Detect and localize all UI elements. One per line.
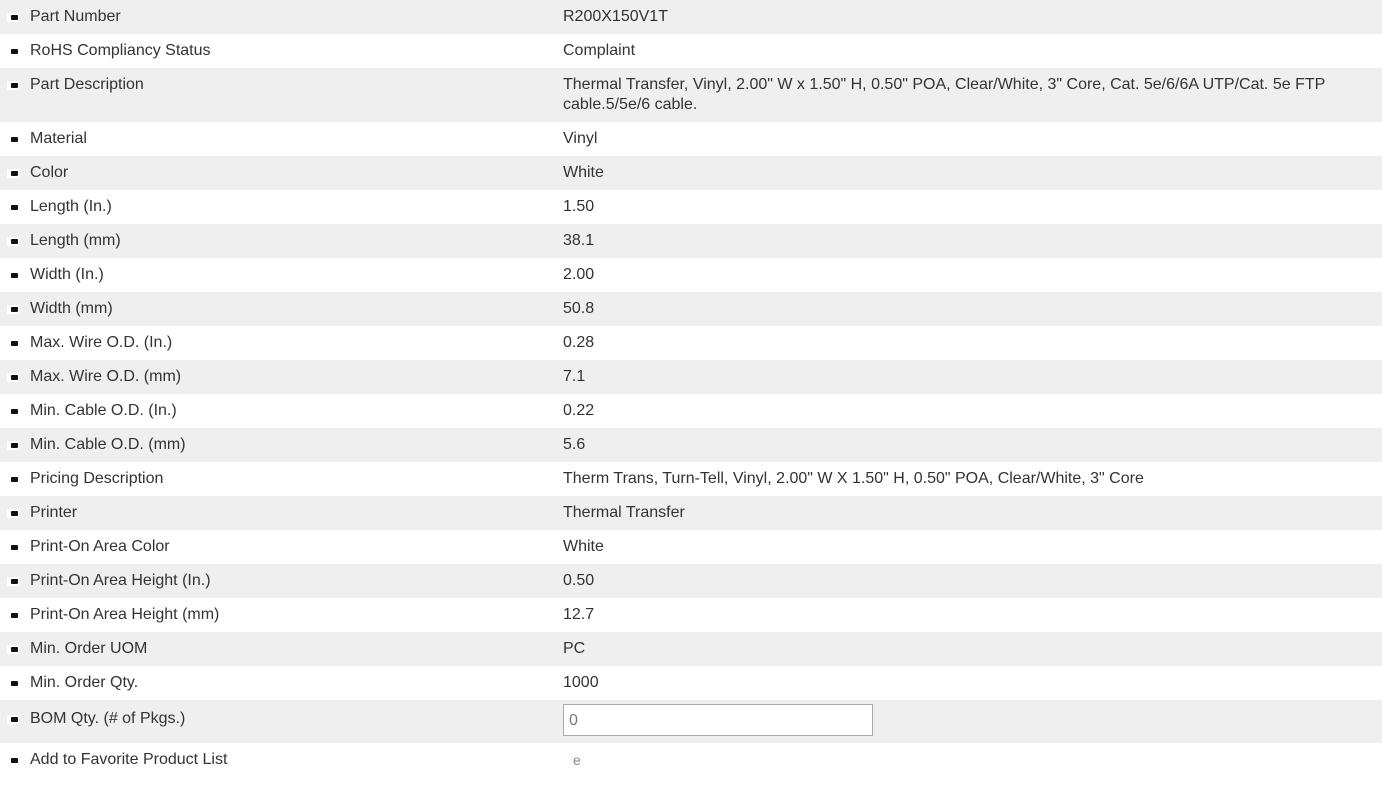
spec-row-material	[0, 122, 1382, 156]
spec-label: Part Number	[30, 8, 121, 25]
spec-row-min-order-uom	[0, 632, 1382, 666]
spec-value: Therm Trans, Turn-Tell, Vinyl, 2.00" W X 1.50" H, 0.50" POA, Clear/White, 3" Core	[563, 462, 1382, 496]
spec-value: White	[563, 530, 1382, 564]
spec-value: Thermal Transfer	[563, 496, 1382, 530]
spec-value: 1000	[563, 666, 1382, 700]
spec-value: Vinyl	[563, 122, 1382, 156]
spec-row-printer	[0, 496, 1382, 530]
bullet-icon	[7, 134, 21, 144]
spec-value: Thermal Transfer, Vinyl, 2.00" W x 1.50" H, 0.50" POA, Clear/White, 3" Core, Cat. 5e/6/6A UTP/Cat. 5e FTP cable.5/5e/6 cable.	[563, 68, 1382, 122]
spec-row-print-on-area-color	[0, 530, 1382, 564]
spec-label: Print-On Area Height (mm)	[30, 606, 220, 623]
spec-label: Min. Cable O.D. (In.)	[30, 402, 177, 419]
spec-row-bom-qty	[0, 700, 1382, 743]
bullet-icon	[7, 474, 21, 484]
spec-value: 0.50	[563, 564, 1382, 598]
spec-label: Part Description	[30, 76, 144, 93]
spec-value: 5.6	[563, 428, 1382, 462]
spec-value: 0.28	[563, 326, 1382, 360]
spec-label: Material	[30, 130, 87, 147]
spec-row-width-in	[0, 258, 1382, 292]
spec-row-max-wire-od-mm	[0, 360, 1382, 394]
spec-label: Max. Wire O.D. (In.)	[30, 334, 173, 351]
spec-label: Pricing Description	[30, 470, 164, 487]
spec-row-part-number	[0, 0, 1382, 34]
spec-row-pricing-description	[0, 462, 1382, 496]
bullet-icon	[7, 304, 21, 314]
spec-value: White	[563, 156, 1382, 190]
spec-row-print-on-area-height-in	[0, 564, 1382, 598]
bullet-icon	[7, 440, 21, 450]
spec-row-part-description	[0, 68, 1382, 122]
bullet-icon	[7, 644, 21, 654]
bullet-icon	[7, 610, 21, 620]
favorite-add-icon[interactable]: e	[573, 752, 581, 768]
bullet-icon	[7, 406, 21, 416]
spec-row-color	[0, 156, 1382, 190]
spec-label: Min. Order UOM	[30, 640, 148, 657]
bullet-icon	[7, 338, 21, 348]
spec-label: Min. Order Qty.	[30, 674, 139, 691]
bullet-icon	[7, 202, 21, 212]
spec-label: Length (In.)	[30, 198, 112, 215]
bullet-icon	[7, 755, 21, 765]
spec-value: 2.00	[563, 258, 1382, 292]
bullet-icon	[7, 542, 21, 552]
spec-value: 0.22	[563, 394, 1382, 428]
spec-label: Width (mm)	[30, 300, 113, 317]
spec-value: 38.1	[563, 224, 1382, 258]
bom-qty-label: BOM Qty. (# of Pkgs.)	[30, 710, 186, 727]
spec-value: 7.1	[563, 360, 1382, 394]
spec-value: PC	[563, 632, 1382, 666]
spec-row-print-on-area-height-mm	[0, 598, 1382, 632]
spec-row-max-wire-od-in	[0, 326, 1382, 360]
spec-row-min-order-qty	[0, 666, 1382, 700]
spec-label: Max. Wire O.D. (mm)	[30, 368, 182, 385]
spec-value: 50.8	[563, 292, 1382, 326]
spec-value: 12.7	[563, 598, 1382, 632]
spec-value: Complaint	[563, 34, 1382, 68]
bullet-icon	[7, 46, 21, 56]
add-favorite-label: Add to Favorite Product List	[30, 751, 228, 768]
spec-label: Min. Cable O.D. (mm)	[30, 436, 186, 453]
spec-label: Color	[30, 164, 69, 181]
spec-row-width-mm	[0, 292, 1382, 326]
spec-label: Width (In.)	[30, 266, 104, 283]
bullet-icon	[7, 372, 21, 382]
bullet-icon	[7, 168, 21, 178]
bullet-icon	[7, 714, 21, 724]
spec-label: Print-On Area Color	[30, 538, 170, 555]
spec-value: 1.50	[563, 190, 1382, 224]
spec-row-min-cable-od-in	[0, 394, 1382, 428]
spec-label: Length (mm)	[30, 232, 121, 249]
spec-row-rohs-status	[0, 34, 1382, 68]
bullet-icon	[7, 678, 21, 688]
spec-label: RoHS Compliancy Status	[30, 42, 211, 59]
spec-label: Printer	[30, 504, 78, 521]
bullet-icon	[7, 508, 21, 518]
spec-value: R200X150V1T	[563, 0, 1382, 34]
spec-row-min-cable-od-mm	[0, 428, 1382, 462]
bullet-icon	[7, 270, 21, 280]
spec-row-length-in	[0, 190, 1382, 224]
bullet-icon	[7, 236, 21, 246]
bullet-icon	[7, 80, 21, 90]
spec-row-add-favorite	[0, 743, 1382, 778]
bullet-icon	[7, 576, 21, 586]
spec-row-length-mm	[0, 224, 1382, 258]
spec-label: Print-On Area Height (In.)	[30, 572, 211, 589]
bullet-icon	[7, 12, 21, 22]
bom-qty-input[interactable]	[563, 704, 873, 736]
